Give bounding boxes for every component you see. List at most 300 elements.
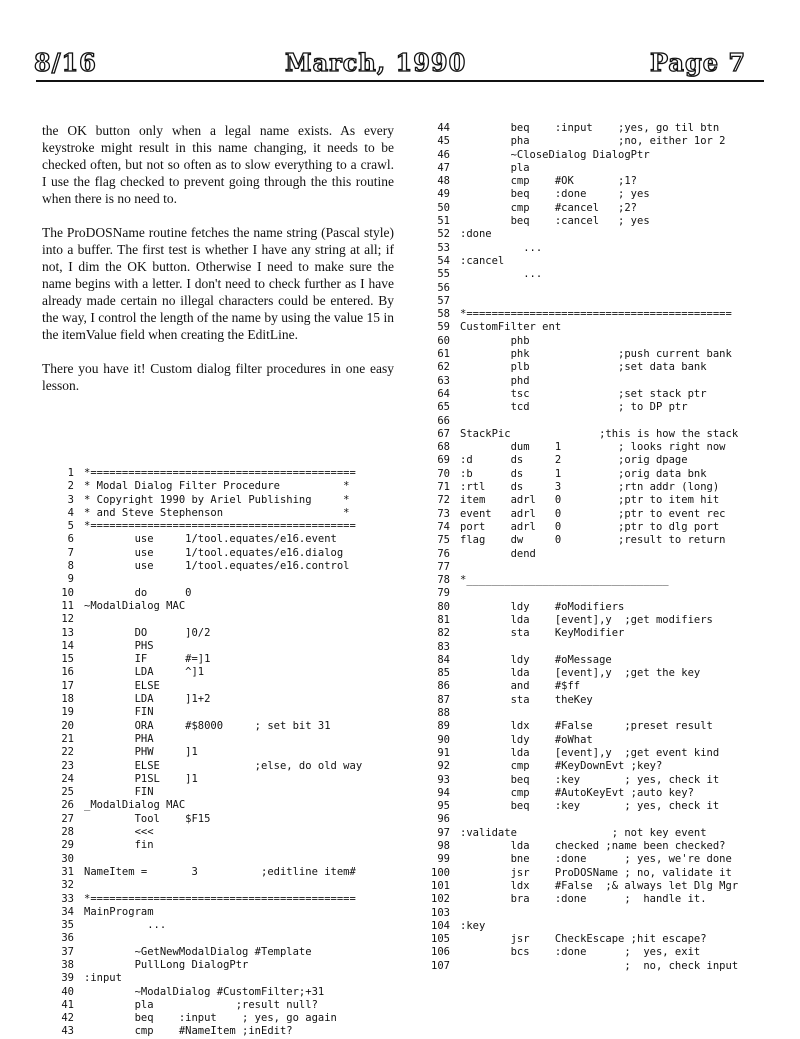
line-code: cmp #cancel ;2? <box>460 201 638 214</box>
code-line <box>416 321 776 334</box>
line-number: 60 <box>437 334 450 347</box>
code-line <box>416 481 776 494</box>
code-line <box>40 813 400 826</box>
line-code: *========================================== <box>84 467 356 479</box>
line-code <box>74 573 84 586</box>
code-line <box>40 906 400 919</box>
line-number: 19 <box>61 706 74 719</box>
code-line <box>416 601 776 614</box>
code-line <box>416 401 776 414</box>
code-line <box>40 786 400 799</box>
line-number: 71 <box>437 481 450 494</box>
line-code <box>450 641 460 654</box>
code-line <box>416 428 776 441</box>
line-number: 58 <box>437 308 450 321</box>
code-line <box>416 202 776 215</box>
line-code: PHW ]1 <box>84 746 198 759</box>
line-code: :validate ; not key event <box>460 826 707 839</box>
code-line <box>416 188 776 201</box>
code-line <box>416 361 776 374</box>
code-line <box>416 747 776 760</box>
code-line <box>40 919 400 932</box>
code-line <box>416 867 776 880</box>
code-line <box>40 959 400 972</box>
code-line <box>40 826 400 839</box>
line-code: cmp #AutoKeyEvt ;auto key? <box>460 786 694 799</box>
line-number: 32 <box>61 879 74 892</box>
code-line <box>416 960 776 973</box>
line-number: 15 <box>61 653 74 666</box>
line-number: 28 <box>61 826 74 839</box>
code-line <box>40 573 400 586</box>
line-number: 1 <box>67 467 74 479</box>
line-number: 102 <box>431 893 450 906</box>
code-line <box>416 574 776 587</box>
code-line <box>40 1012 400 1025</box>
line-number: 18 <box>61 693 74 706</box>
code-line <box>40 746 400 759</box>
line-number: 63 <box>437 374 450 387</box>
line-number: 98 <box>437 840 450 853</box>
line-code: bne :done ; yes, we're done <box>460 853 732 866</box>
line-number: 105 <box>431 933 450 946</box>
line-number: 43 <box>61 1025 74 1038</box>
line-code: ~CloseDialog DialogPtr <box>460 148 650 161</box>
line-code: :done <box>460 228 492 241</box>
line-code <box>450 907 460 920</box>
code-line <box>416 521 776 534</box>
line-number: 45 <box>437 135 450 148</box>
line-code: cmp #KeyDownEvt ;key? <box>460 760 663 773</box>
line-code: dend <box>460 547 536 560</box>
line-code: *________________________________ <box>460 574 669 587</box>
line-code <box>74 613 84 626</box>
line-code: MainProgram <box>84 905 154 918</box>
line-number: 49 <box>437 188 450 201</box>
code-listing-left <box>40 467 400 1039</box>
line-number: 41 <box>61 998 74 1011</box>
header-rule <box>36 80 764 82</box>
line-number: 96 <box>437 813 450 826</box>
code-line <box>416 627 776 640</box>
line-code: * Modal Dialog Filter Procedure * <box>84 480 350 493</box>
code-line <box>416 215 776 228</box>
line-code: FIN <box>84 706 154 719</box>
line-number: 62 <box>437 361 450 374</box>
line-number: 64 <box>437 387 450 400</box>
line-number: 79 <box>437 587 450 600</box>
line-code: ldy #oMessage <box>460 653 612 666</box>
code-line <box>416 508 776 521</box>
line-code: jsr ProDOSName ; no, validate it <box>460 866 732 879</box>
paragraph: There you have it! Custom dialog filter procedures in one easy lesson. <box>42 361 394 393</box>
line-code: bcs :done ; yes, exit <box>460 946 701 959</box>
line-number: 3 <box>67 493 74 506</box>
code-line <box>416 920 776 933</box>
line-number: 50 <box>437 201 450 214</box>
line-code: FIN <box>84 786 154 799</box>
line-number: 51 <box>437 215 450 228</box>
line-number: 14 <box>61 639 74 652</box>
line-number: 42 <box>61 1012 74 1025</box>
line-code: beq :key ; yes, check it <box>460 800 720 813</box>
line-number: 53 <box>437 241 450 254</box>
code-line <box>40 480 400 493</box>
code-line <box>40 547 400 560</box>
code-line <box>416 175 776 188</box>
code-line <box>40 640 400 653</box>
code-line <box>40 946 400 959</box>
line-code: LDA ^]1 <box>84 666 205 679</box>
line-code: lda [event],y ;get the key <box>460 667 701 680</box>
line-code: bra :done ; handle it. <box>460 893 707 906</box>
code-line <box>416 694 776 707</box>
code-line <box>416 534 776 547</box>
line-number: 44 <box>437 122 450 134</box>
line-number: 23 <box>61 759 74 772</box>
line-number: 37 <box>61 945 74 958</box>
line-code: and #$ff <box>460 680 581 693</box>
line-code: sta KeyModifier <box>460 627 625 640</box>
code-line <box>416 946 776 959</box>
code-line <box>40 999 400 1012</box>
line-number: 29 <box>61 839 74 852</box>
line-number: 33 <box>61 892 74 905</box>
code-line <box>416 308 776 321</box>
line-code: phk ;push current bank <box>460 348 732 361</box>
line-number: 26 <box>61 799 74 812</box>
code-line <box>416 853 776 866</box>
line-code <box>450 813 460 826</box>
line-code: lda checked ;name been checked? <box>460 840 726 853</box>
line-number: 52 <box>437 228 450 241</box>
line-code: beq :input ;yes, go til btn <box>460 122 720 134</box>
line-number: 38 <box>61 958 74 971</box>
line-code: event adrl 0 ;ptr to event rec <box>460 507 726 520</box>
code-line <box>40 507 400 520</box>
line-number: 22 <box>61 746 74 759</box>
line-number: 107 <box>431 959 450 972</box>
line-number: 40 <box>61 985 74 998</box>
line-code: <<< <box>84 826 154 839</box>
code-line <box>416 375 776 388</box>
line-number: 100 <box>431 866 450 879</box>
line-code: ldx #False ;preset result <box>460 720 713 733</box>
code-line <box>416 268 776 281</box>
code-line <box>416 680 776 693</box>
line-number: 36 <box>61 932 74 945</box>
code-line <box>416 641 776 654</box>
line-code: ldy #oModifiers <box>460 600 625 613</box>
line-number: 17 <box>61 679 74 692</box>
line-number: 25 <box>61 786 74 799</box>
line-code: dum 1 ; looks right now <box>460 441 726 454</box>
line-code: ~GetNewModalDialog #Template <box>84 945 312 958</box>
code-line <box>40 879 400 892</box>
line-number: 82 <box>437 627 450 640</box>
line-number: 89 <box>437 720 450 733</box>
line-code: sta theKey <box>460 693 593 706</box>
code-line <box>416 494 776 507</box>
code-line <box>416 787 776 800</box>
code-line <box>40 799 400 812</box>
line-code: ORA #$8000 ; set bit 31 <box>84 719 331 732</box>
line-number: 81 <box>437 613 450 626</box>
line-code: ldy #oWhat <box>460 733 593 746</box>
code-line <box>40 866 400 879</box>
code-line <box>416 149 776 162</box>
line-code: pla ;result null? <box>84 998 318 1011</box>
line-code: PullLong DialogPtr <box>84 958 249 971</box>
code-line <box>416 774 776 787</box>
code-line <box>416 813 776 826</box>
line-number: 24 <box>61 772 74 785</box>
code-line <box>416 840 776 853</box>
line-code: pha ;no, either 1or 2 <box>460 135 726 148</box>
code-line <box>416 880 776 893</box>
article-text <box>42 122 394 411</box>
code-line <box>40 839 400 852</box>
code-line <box>416 441 776 454</box>
line-number: 74 <box>437 520 450 533</box>
line-code <box>450 415 460 428</box>
line-code: flag dw 0 ;result to return <box>460 534 726 547</box>
line-number: 12 <box>61 613 74 626</box>
line-number: 34 <box>61 905 74 918</box>
line-number: 8 <box>67 560 74 573</box>
line-number: 56 <box>437 281 450 294</box>
line-number: 31 <box>61 865 74 878</box>
line-code: IF #=]1 <box>84 653 211 666</box>
line-code: _ModalDialog MAC <box>84 799 186 812</box>
paragraph: The ProDOSName routine fetches the name string (Pascal style) into a buffer. The first test is whether I have any string at all; if not, I dim the OK button. Otherwise I need to make sure the name begins with a letter. I don't need to check further as I have already made certain no illegal characters could be entered. By the way, I control the length of the name by using the value 15 in the itemValue field when creating the EditLine. <box>42 225 394 342</box>
line-number: 106 <box>431 946 450 959</box>
code-line <box>416 707 776 720</box>
line-code <box>450 707 460 720</box>
issue-date: March, 1990 <box>285 48 467 77</box>
issue-number: 8/16 <box>34 48 97 77</box>
line-code: Tool $F15 <box>84 812 211 825</box>
line-code: beq :cancel ; yes <box>460 215 650 228</box>
line-number: 88 <box>437 707 450 720</box>
line-number: 99 <box>437 853 450 866</box>
line-number: 85 <box>437 667 450 680</box>
line-code: ... <box>460 268 543 281</box>
code-line <box>416 295 776 308</box>
line-number: 21 <box>61 732 74 745</box>
line-number: 73 <box>437 507 450 520</box>
line-number: 16 <box>61 666 74 679</box>
code-line <box>416 800 776 813</box>
line-code: :input <box>84 972 122 985</box>
code-line <box>416 827 776 840</box>
code-line <box>40 533 400 546</box>
line-number: 67 <box>437 427 450 440</box>
line-number: 78 <box>437 574 450 587</box>
line-code <box>74 932 84 945</box>
line-number: 94 <box>437 786 450 799</box>
line-code: :cancel <box>460 254 505 267</box>
code-listing-right <box>416 122 776 973</box>
line-number: 92 <box>437 760 450 773</box>
code-line <box>416 468 776 481</box>
line-number: 39 <box>61 972 74 985</box>
line-code: use 1/tool.equates/e16.dialog <box>84 546 344 559</box>
line-code: jsr CheckEscape ;hit escape? <box>460 933 707 946</box>
line-code: ... <box>460 241 543 254</box>
line-code: :rtl ds 3 ;rtn addr (long) <box>460 481 720 494</box>
line-number: 7 <box>67 546 74 559</box>
line-number: 59 <box>437 321 450 334</box>
line-number: 68 <box>437 441 450 454</box>
line-number: 54 <box>437 254 450 267</box>
line-number: 61 <box>437 348 450 361</box>
line-number: 6 <box>67 533 74 546</box>
line-code <box>450 587 460 600</box>
code-line <box>40 666 400 679</box>
line-number: 83 <box>437 640 450 653</box>
line-number: 86 <box>437 680 450 693</box>
line-code: ; no, check input <box>460 959 739 972</box>
line-number: 91 <box>437 746 450 759</box>
line-code: lda [event],y ;get event kind <box>460 746 720 759</box>
line-code: PHS <box>84 639 154 652</box>
code-line <box>416 242 776 255</box>
code-line <box>40 773 400 786</box>
code-line <box>416 587 776 600</box>
line-code: cmp #NameItem ;inEdit? <box>84 1025 293 1038</box>
line-code: *========================================== <box>84 520 356 533</box>
line-number: 95 <box>437 800 450 813</box>
line-code: plb ;set data bank <box>460 361 707 374</box>
line-number: 80 <box>437 600 450 613</box>
line-code: pla <box>460 161 530 174</box>
line-number: 5 <box>67 520 74 533</box>
line-code: beq :key ; yes, check it <box>460 773 720 786</box>
code-line <box>416 907 776 920</box>
line-code: ~ModalDialog MAC <box>84 599 186 612</box>
code-line <box>40 587 400 600</box>
line-number: 47 <box>437 161 450 174</box>
line-code: ELSE ;else, do old way <box>84 759 363 772</box>
code-line <box>416 720 776 733</box>
code-line <box>40 467 400 480</box>
line-number: 93 <box>437 773 450 786</box>
code-line <box>416 893 776 906</box>
line-code: item adrl 0 ;ptr to item hit <box>460 494 720 507</box>
code-line <box>40 932 400 945</box>
line-number: 69 <box>437 454 450 467</box>
line-number: 104 <box>431 919 450 932</box>
line-code: * and Steve Stephenson * <box>84 506 350 519</box>
code-line <box>40 972 400 985</box>
code-line <box>40 653 400 666</box>
code-line <box>416 454 776 467</box>
code-line <box>416 667 776 680</box>
code-line <box>416 122 776 135</box>
paragraph: the OK button only when a legal name exists. As every keystroke might result in this name changing, it needs to be checked often, but not so often as to slow everything to a crawl. I use the flag checked to prevent going through the this routine when there is no need to. <box>42 123 394 206</box>
line-number: 72 <box>437 494 450 507</box>
line-number: 97 <box>437 826 450 839</box>
code-line <box>416 228 776 241</box>
code-line <box>416 348 776 361</box>
code-line <box>40 893 400 906</box>
code-line <box>40 853 400 866</box>
line-code: beq :input ; yes, go again <box>84 1012 337 1025</box>
code-line <box>416 654 776 667</box>
line-number: 66 <box>437 414 450 427</box>
code-line <box>416 561 776 574</box>
code-line <box>40 706 400 719</box>
line-number: 87 <box>437 693 450 706</box>
line-code: use 1/tool.equates/e16.event <box>84 533 337 546</box>
code-line <box>40 627 400 640</box>
line-code: *========================================== <box>84 892 356 905</box>
line-code: :key <box>460 919 486 932</box>
line-number: 35 <box>61 919 74 932</box>
code-line <box>40 560 400 573</box>
line-number: 46 <box>437 148 450 161</box>
code-line <box>416 734 776 747</box>
line-code: beq :done ; yes <box>460 188 650 201</box>
code-line <box>40 733 400 746</box>
line-code: LDA ]1+2 <box>84 693 211 706</box>
code-line <box>416 388 776 401</box>
code-line <box>416 415 776 428</box>
line-code: * Copyright 1990 by Ariel Publishing * <box>84 493 350 506</box>
line-code: ELSE <box>84 679 160 692</box>
line-code: port adrl 0 ;ptr to dlg port <box>460 520 720 533</box>
line-code: do 0 <box>84 586 192 599</box>
line-code: ... <box>84 919 167 932</box>
line-number: 13 <box>61 626 74 639</box>
line-code: tcd ; to DP ptr <box>460 401 688 414</box>
line-code: cmp #OK ;1? <box>460 175 638 188</box>
line-number: 65 <box>437 401 450 414</box>
line-code <box>450 282 460 295</box>
line-code: NameItem = 3 ;editline item# <box>84 865 356 878</box>
line-number: 2 <box>67 480 74 493</box>
line-number: 84 <box>437 653 450 666</box>
line-number: 48 <box>437 175 450 188</box>
line-code: *========================================== <box>460 308 732 321</box>
line-code: lda [event],y ;get modifiers <box>460 613 713 626</box>
line-number: 90 <box>437 733 450 746</box>
code-line <box>416 135 776 148</box>
code-line <box>40 680 400 693</box>
line-code: :b ds 1 ;orig data bnk <box>460 467 707 480</box>
page-number: Page 7 <box>650 48 747 77</box>
line-code: tsc ;set stack ptr <box>460 387 707 400</box>
line-code <box>450 561 460 574</box>
code-line <box>416 614 776 627</box>
code-line <box>40 986 400 999</box>
line-code: DO ]0/2 <box>84 626 211 639</box>
line-code: ~ModalDialog #CustomFilter;+31 <box>84 985 325 998</box>
line-number: 103 <box>431 906 450 919</box>
code-line <box>40 1025 400 1038</box>
line-number: 20 <box>61 719 74 732</box>
line-code: PHA <box>84 732 154 745</box>
line-number: 9 <box>67 573 74 586</box>
line-code: StackPic ;this is how the stack <box>460 427 739 440</box>
line-number: 75 <box>437 534 450 547</box>
line-number: 4 <box>67 506 74 519</box>
line-number: 10 <box>61 586 74 599</box>
code-line <box>416 760 776 773</box>
code-line <box>416 335 776 348</box>
code-line <box>40 760 400 773</box>
